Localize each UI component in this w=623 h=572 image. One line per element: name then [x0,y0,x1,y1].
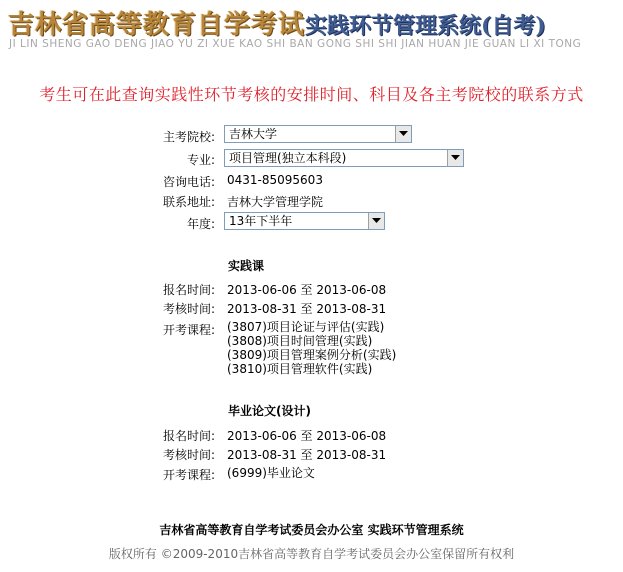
course-item: (3809)项目管理案例分析(实践) [227,348,397,362]
thesis-exam-value: 2013-08-31 至 2013-08-31 [227,448,387,462]
phone-value: 0431-85095603 [227,173,323,187]
course-item: (3808)项目时间管理(实践) [227,334,373,348]
year-label: 年度: [186,217,215,231]
footer-copyright: 版权所有 ©2009-2010吉林省高等教育自学考试委员会办公室保留所有权利 [108,547,515,561]
phone-label: 咨询电话: [162,175,215,189]
chevron-down-icon [451,155,460,161]
page-notice: 考生可在此查询实践性环节考核的安排时间、科目及各主考院校的联系方式 [39,85,584,104]
thesis-exam-label: 考核时间: [162,448,215,462]
major-label: 专业: [186,153,215,167]
chevron-down-icon [372,218,381,224]
practice-register-value: 2013-06-06 至 2013-06-08 [227,283,387,297]
course-item: (3807)项目论证与评估(实践) [227,320,385,334]
school-dropdown-button[interactable] [395,126,411,142]
site-title-sub: 实践环节管理系统(自考) [305,13,546,39]
site-banner [0,0,623,64]
site-title-main: 吉林省高等教育自学考试 [8,10,306,40]
practice-register-label: 报名时间: [162,283,215,297]
site-title-pinyin: JI LIN SHENG GAO DENG JIAO YU ZI XUE KAO SHI BAN GONG SHI SHI JIAN HUAN JIE GUAN LI XI TONG [9,38,582,50]
year-select[interactable] [224,212,385,230]
school-label: 主考院校: [162,130,215,144]
year-select-value: 13年下半年 [229,214,293,228]
footer-org: 吉林省高等教育自学考试委员会办公室 实践环节管理系统 [159,523,464,537]
practice-exam-label: 考核时间: [162,302,215,316]
major-select-value: 项目管理(独立本科段) [229,151,347,165]
thesis-courses-label: 开考课程: [162,468,215,482]
thesis-register-label: 报名时间: [162,429,215,443]
site-title [8,4,546,41]
practice-heading: 实践课 [228,259,265,273]
year-dropdown-button[interactable] [368,213,384,229]
major-select[interactable] [224,149,464,167]
chevron-down-icon [399,131,408,137]
school-select[interactable] [224,125,412,143]
practice-courses-label: 开考课程: [162,323,215,337]
thesis-register-value: 2013-06-06 至 2013-06-08 [227,429,387,443]
address-value: 吉林大学管理学院 [227,195,324,209]
school-select-value: 吉林大学 [229,127,278,141]
major-dropdown-button[interactable] [447,150,463,166]
practice-exam-value: 2013-08-31 至 2013-08-31 [227,302,387,316]
course-item: (3810)项目管理软件(实践) [227,362,373,376]
thesis-heading: 毕业论文(设计) [228,404,311,418]
course-item: (6999)毕业论文 [227,466,315,480]
address-label: 联系地址: [162,195,215,209]
